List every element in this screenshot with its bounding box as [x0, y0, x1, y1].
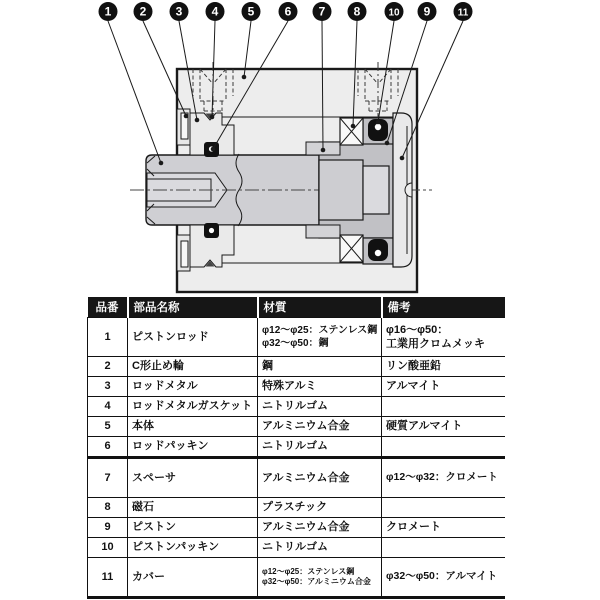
- part-material: [258, 558, 382, 598]
- column-header-2: 材質: [258, 297, 382, 318]
- leader-dot: [242, 75, 247, 80]
- parts-table: [87, 297, 505, 599]
- cell-line: アルミニウム合金: [262, 420, 350, 433]
- cell-line: カバー: [132, 570, 165, 583]
- callout-number: 3: [175, 4, 183, 19]
- table-row-7: [88, 458, 505, 498]
- table-row-1: [88, 318, 505, 357]
- part-remarks: [382, 437, 505, 458]
- part-remarks: [382, 377, 505, 397]
- column-header-1: 部品名称: [128, 297, 258, 318]
- part-number: 10: [88, 538, 128, 558]
- table-row-2: [88, 357, 505, 377]
- table-row-11: [88, 558, 505, 598]
- magnet-bottom: [340, 235, 363, 262]
- part-name: [128, 357, 258, 377]
- part-material: [258, 518, 382, 538]
- leader-dot: [195, 118, 200, 123]
- cell-line: アルミニウム合金: [262, 471, 350, 484]
- leader-dot: [321, 148, 326, 153]
- cell-line: ピストンパッキン: [132, 541, 220, 554]
- piston-packing-bottom: [368, 239, 388, 261]
- part-material: [258, 437, 382, 458]
- cell-line: φ12～φ25：ステンレス鋼: [262, 325, 378, 336]
- part-name: [128, 437, 258, 458]
- part-name: [128, 538, 258, 558]
- part-material: [258, 397, 382, 417]
- cell-line: 硬質アルマイト: [386, 420, 463, 433]
- leader-dot: [351, 124, 356, 129]
- leader-dot: [400, 156, 405, 161]
- callout-number: 1: [104, 4, 112, 19]
- column-header-3: 備考: [382, 297, 505, 318]
- leader-dot: [159, 161, 164, 166]
- leader-dot: [184, 114, 189, 119]
- cell-line: ロッドメタルガスケット: [132, 400, 253, 413]
- part-number: 1: [88, 318, 128, 357]
- part-remarks: [382, 397, 505, 417]
- callout-number: 10: [388, 7, 400, 19]
- callout-number: 9: [423, 4, 431, 19]
- table-row-3: [88, 377, 505, 397]
- callout-number: 11: [457, 7, 469, 19]
- part-material: [258, 357, 382, 377]
- c-ring-bottom: [181, 241, 188, 267]
- cell-line: 鋼: [262, 360, 273, 373]
- part-name: [128, 518, 258, 538]
- cell-line: ロッドパッキン: [132, 440, 209, 453]
- cell-line: アルミニウム合金: [262, 521, 350, 534]
- cell-line: ニトリルゴム: [262, 541, 328, 554]
- callout-number: 4: [211, 4, 219, 19]
- part-name: [128, 458, 258, 498]
- callout-1: [99, 2, 164, 165]
- part-number: 4: [88, 397, 128, 417]
- magnet-top: [340, 118, 363, 145]
- rod-end-hub: [319, 160, 389, 220]
- part-number: 5: [88, 417, 128, 437]
- callout-number: 7: [318, 4, 326, 19]
- cover: [393, 113, 412, 267]
- part-number: 3: [88, 377, 128, 397]
- rod-nut: [363, 166, 389, 214]
- part-remarks: [382, 318, 505, 357]
- table-row-8: [88, 498, 505, 518]
- cell-line: ロッドメタル: [132, 380, 198, 393]
- part-number: 9: [88, 518, 128, 538]
- callout-5: [242, 2, 261, 79]
- part-material: [258, 377, 382, 397]
- table-row-5: [88, 417, 505, 437]
- cell-line: ニトリルゴム: [262, 400, 328, 413]
- leader-dot: [385, 141, 390, 146]
- table-header-row: [88, 297, 505, 318]
- callout-number: 5: [247, 4, 255, 19]
- part-material: [258, 458, 382, 498]
- table-row-10: [88, 538, 505, 558]
- part-name: [128, 498, 258, 518]
- part-number: 8: [88, 498, 128, 518]
- part-remarks: [382, 458, 505, 498]
- cell-line: ピストン: [132, 521, 176, 534]
- table-row-6: [88, 437, 505, 458]
- table-body: [88, 318, 505, 598]
- part-name: [128, 377, 258, 397]
- part-name: [128, 558, 258, 598]
- part-number: 11: [88, 558, 128, 598]
- cell-line: φ12～φ32：クロメート: [386, 471, 498, 484]
- part-material: [258, 417, 382, 437]
- cell-line: 磁石: [132, 501, 154, 514]
- callout-number: 6: [284, 4, 292, 19]
- part-name: [128, 397, 258, 417]
- part-material: [258, 318, 382, 357]
- cell-line: プラスチック: [262, 501, 328, 514]
- cell-line: アルマイト: [386, 380, 441, 393]
- callout-number: 2: [139, 4, 147, 19]
- cell-line: φ32～φ50：アルマイト: [386, 570, 498, 583]
- part-remarks: [382, 417, 505, 437]
- part-material: [258, 498, 382, 518]
- cell-line: φ32～φ50：鋼: [262, 338, 329, 349]
- part-remarks: [382, 357, 505, 377]
- cell-line: C形止め輪: [132, 360, 184, 373]
- cell-line: リン酸亜鉛: [386, 360, 441, 373]
- part-name: [128, 417, 258, 437]
- table-row-9: [88, 518, 505, 538]
- table-row-4: [88, 397, 505, 417]
- cell-line: クロメート: [386, 521, 441, 534]
- column-header-0: 品番: [88, 297, 128, 318]
- cell-line: φ16～φ50：: [386, 323, 449, 336]
- cell-line: 工業用クロムメッキ: [386, 338, 485, 350]
- cell-line: φ32～φ50：アルミニウム合金: [262, 577, 371, 586]
- part-remarks: [382, 538, 505, 558]
- cell-line: スペーサ: [132, 471, 176, 484]
- part-remarks: [382, 518, 505, 538]
- callout-number: 8: [353, 4, 361, 19]
- cell-line: φ12～φ25：ステンレス鋼: [262, 566, 355, 576]
- part-material: [258, 538, 382, 558]
- cell-line: 本体: [132, 420, 154, 433]
- cell-line: 特殊アルミ: [262, 380, 317, 393]
- part-remarks: [382, 558, 505, 598]
- part-name: [128, 318, 258, 357]
- part-number: 7: [88, 458, 128, 498]
- leader-dot: [376, 120, 381, 125]
- part-remarks: [382, 498, 505, 518]
- leader-dot: [210, 115, 215, 120]
- part-number: 2: [88, 357, 128, 377]
- cell-line: ニトリルゴム: [262, 440, 328, 453]
- cell-line: ピストンロッド: [132, 330, 209, 343]
- leader-dot: [211, 147, 216, 152]
- part-number: 6: [88, 437, 128, 458]
